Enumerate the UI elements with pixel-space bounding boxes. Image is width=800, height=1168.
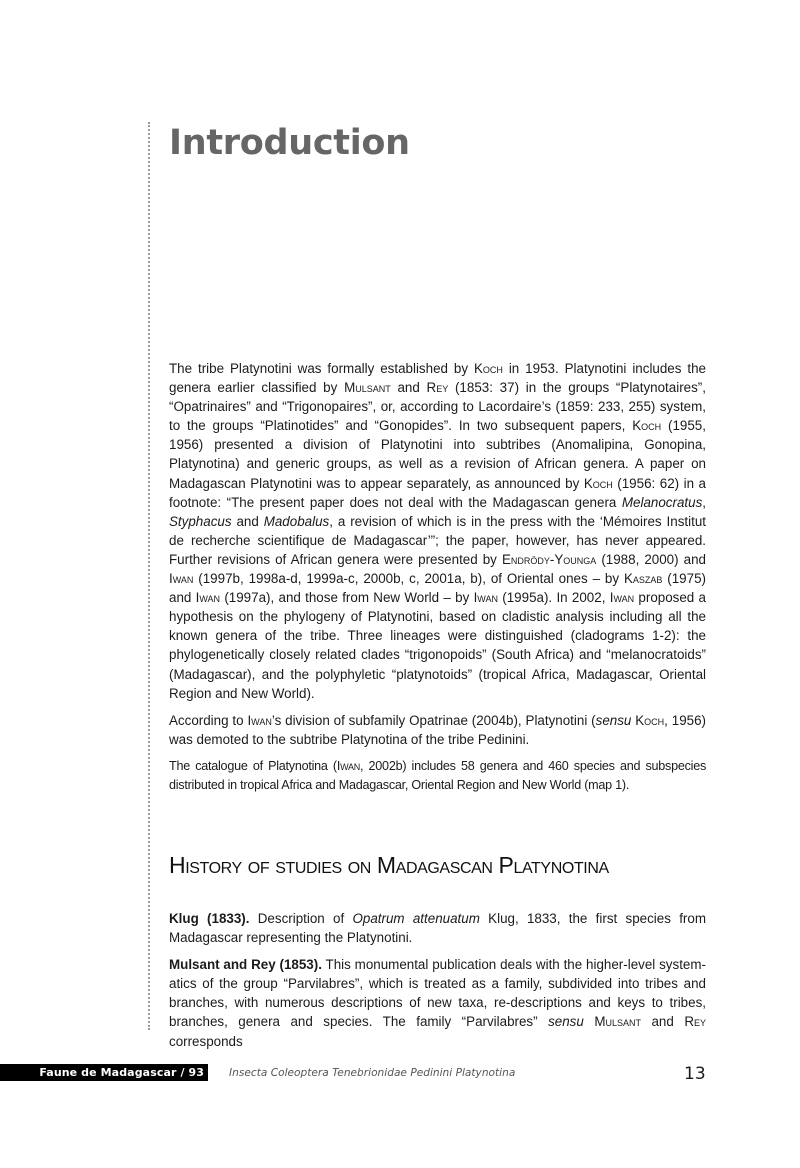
author-name: Mulsant: [344, 380, 391, 396]
text-run: This monumental publication deals with the higher-level systematics of the group “Parvilabres”, which is treated as a family, subdivided into tribes and branches, with numerous descriptions of new taxa, re-descriptions and keys to tribes, branches, genera and species. The family “Parvilabres”: [169, 957, 706, 1030]
latin-term: sensu: [548, 1014, 584, 1030]
text-run: (1975) and: [169, 571, 706, 606]
text-run: in 1953. Platynotini includes the genera earlier classified by: [169, 361, 706, 396]
text-run: (1853: 37) in the groups “Platynotaires”, “Opatrinaires” and “Trigonopaires”, or, according to Lacordaire’s (1859: 233, 255) system, to the groups “Platinotides” and “Gonopides”. In two subsequent papers,: [169, 380, 706, 434]
entry-lead: Mulsant and Rey (1853).: [169, 957, 322, 973]
intro-body: [169, 359, 706, 803]
author-name: Iwan: [609, 590, 635, 606]
author-name: Endrödy-Younga: [501, 551, 597, 567]
entry-lead: Klug (1833).: [169, 911, 250, 926]
author-name: Iwan: [169, 571, 194, 587]
author-name: Koch: [632, 418, 662, 434]
text-run: (1997b, 1998a-d, 1999a-c, 2000b, c, 2001a, b), of Oriental ones – by: [193, 571, 624, 587]
text-run: , 1956) was demoted to the subtribe Platynotina of the tribe Pedinini.: [169, 712, 707, 747]
text-run: [584, 1014, 595, 1029]
text-run: (1956: 62) in a footnote: “The present paper does not deal with the Madagascan genera: [169, 475, 706, 510]
author-name: Iwan: [247, 712, 272, 728]
genus-name: Styphacus: [169, 513, 232, 529]
author-name: Koch: [635, 712, 665, 728]
author-name: Rey: [426, 380, 449, 396]
text-run: Klug, 1833, the first species from Madagascar representing the Platynotini.: [169, 911, 706, 946]
text-run: The tribe Platynotini was formally established by: [169, 361, 474, 376]
author-name: Iwan: [195, 590, 221, 606]
author-name: Mulsant: [594, 1014, 641, 1030]
text-run: , a revision of which is in the press with the ‘Mémoires Institut de recherche scientifique de Madagascar’”; the paper, however, has never appeared. Further revisions of African genera were presented by: [169, 513, 706, 567]
history-entry-mulsant-rey: [169, 955, 706, 1050]
author-name: Iwan: [473, 590, 498, 606]
running-title: Insecta Coleoptera Tenebrionidae Pedinini Platynotina: [229, 1067, 516, 1079]
page-number: 13: [684, 1064, 706, 1084]
author-name: Iwan: [336, 758, 361, 773]
text-run: (1988, 2000) and: [596, 551, 706, 567]
intro-paragraph-1: [169, 359, 706, 703]
genus-name: Madobalus: [263, 513, 330, 529]
dotted-margin-rule: [148, 122, 150, 1030]
section-heading: History of studies on Madagascan Platynotina: [169, 852, 609, 878]
text-run: The catalogue of Platynotina (: [169, 758, 337, 773]
history-body: [169, 909, 706, 1059]
text-run: proposed a hypothesis on the phylogeny of Platynotini, based on cladistic analysis including all the known genera of the tribe. Three lineages were distinguished (cladograms 1-2): the phylogenetically closely related clades “trigonopoids” (South Africa) and “melanocratoids” (Madagascar), and the polyphyletic “platynotoids” (tropical Africa, Madagascar, Oriental Region and New World).: [169, 590, 706, 701]
text-run: (1955, 1956) presented a division of Platynotini into subtribes (Anomalipina, Gonopina, Platynotina) and generic groups, as well as a revision of African genera. A paper on Madagascan Platynotini was to appear separately, as announced by: [169, 418, 706, 491]
text-run: and: [640, 1014, 685, 1030]
history-entry-klug: [169, 909, 706, 947]
latin-term: sensu: [595, 712, 632, 728]
text-run: According to: [169, 712, 248, 728]
genus-name: Melanocratus: [621, 494, 703, 510]
text-run: ,: [702, 494, 706, 510]
author-name: Koch: [473, 361, 503, 376]
text-run: , 2002b) includes 58 genera and 460 species and subspecies distributed in tropical Africa and Madagascar, Oriental Region and New World (map 1).: [169, 758, 707, 792]
text-run: (1995a). In 2002,: [497, 590, 610, 606]
series-label-bar: Faune de Madagascar / 93: [0, 1064, 208, 1081]
intro-paragraph-3: [169, 757, 706, 795]
species-name: Opatrum attenuatum: [352, 911, 480, 926]
text-run: ’s division of subfamily Opatrinae (2004b), Platynotini (: [271, 712, 596, 728]
author-name: Kaszab: [623, 571, 663, 587]
text-run: Description of: [249, 911, 353, 926]
text-run: (1997a), and those from New World – by: [220, 590, 474, 606]
author-name: Koch: [583, 475, 613, 491]
intro-paragraph-2: [169, 711, 706, 749]
chapter-title: Introduction: [169, 123, 410, 163]
text-run: and: [231, 513, 264, 529]
text-run: corresponds: [169, 1033, 243, 1049]
text-run: and: [390, 380, 427, 396]
author-name: Rey: [684, 1014, 706, 1030]
